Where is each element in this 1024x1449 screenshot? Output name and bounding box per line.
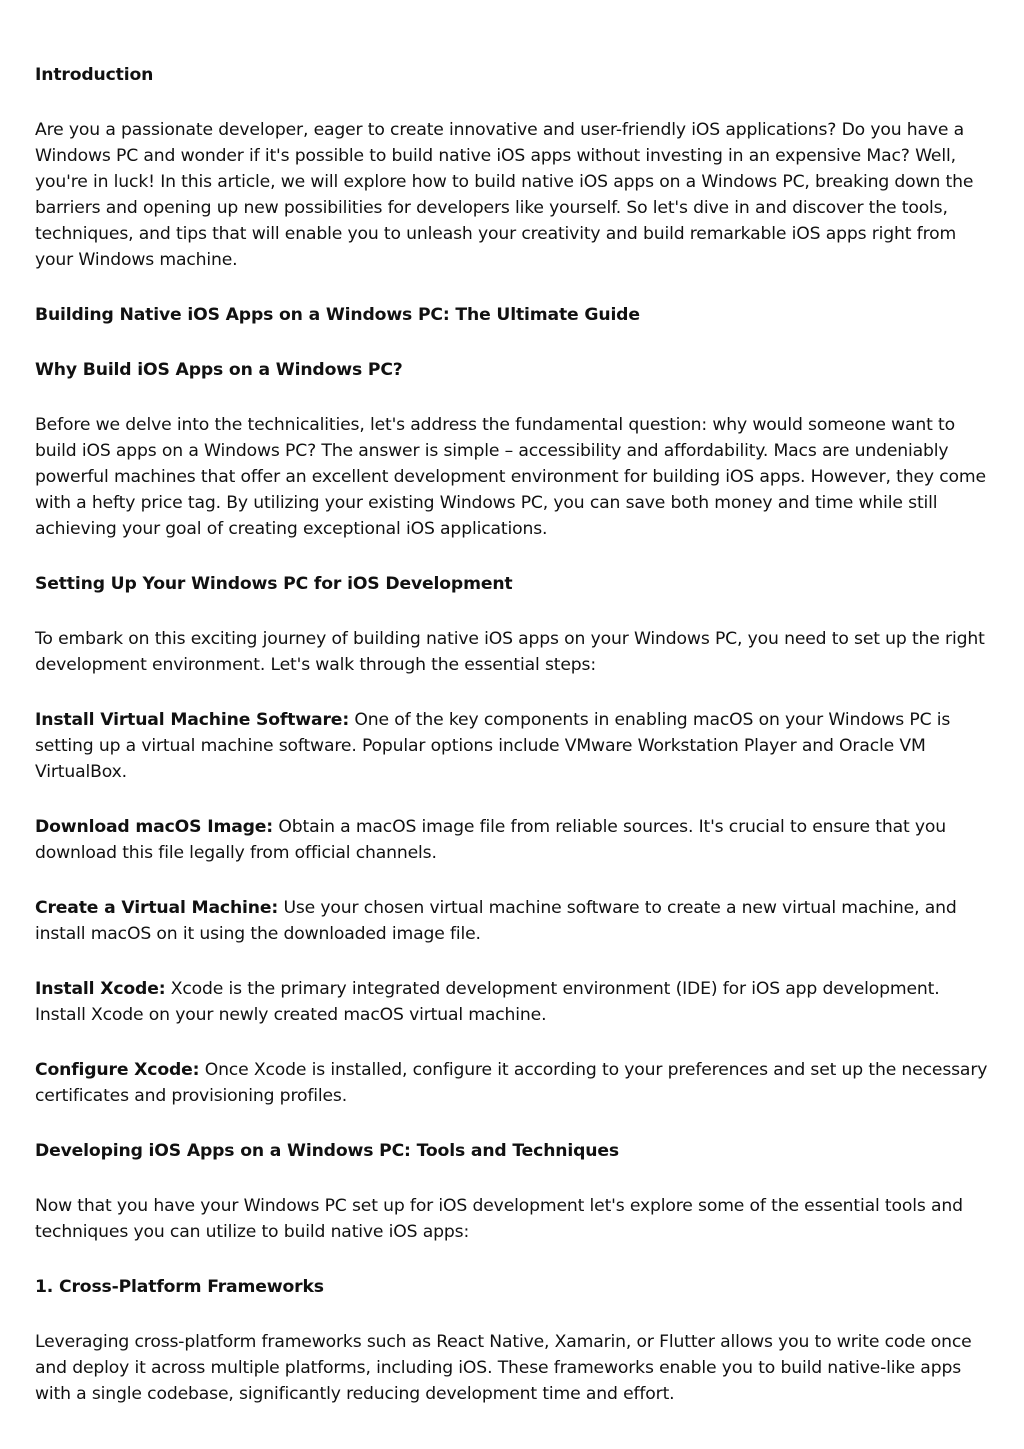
step-term: Configure Xcode:: [35, 1060, 200, 1080]
setup-paragraph: To embark on this exciting journey of building native iOS apps on your Windows PC, you need to set up the right development environment. Let's walk through the essential steps:: [35, 629, 985, 675]
step-text: Obtain a macOS image file from reliable sources. It's crucial to ensure that you download this file legally from official channels.: [35, 817, 946, 863]
intro-heading: Introduction: [35, 65, 154, 85]
guide-heading: Building Native iOS Apps on a Windows PC: The Ultimate Guide: [35, 305, 640, 325]
why-paragraph: Before we delve into the technicalities, let's address the fundamental question: why would someone want to build iOS apps on a Windows PC? The answer is simple – accessibility and affordability. Macs are undeniably powerful machines that offer an excellent development environment for building iOS apps. However, they come with a hefty price tag. By utilizing your existing Windows PC, you can save both money and time while still achieving your goal of creating exceptional iOS applications.: [35, 415, 986, 539]
developing-heading: Developing iOS Apps on a Windows PC: Tools and Techniques: [35, 1141, 619, 1161]
step-term: Install Xcode:: [35, 979, 166, 999]
intro-paragraph: Are you a passionate developer, eager to create innovative and user-friendly iOS applications? Do you have a Windows PC and wonder if it's possible to build native iOS apps without investing in an expensive Mac? Well, you're in luck! In this article, we will explore how to build native iOS apps on a Windows PC, breaking down the barriers and opening up new possibilities for developers like yourself. So let's dive in and discover the tools, techniques, and tips that will enable you to unleash your creativity and build remarkable iOS apps right from your Windows machine.: [35, 120, 974, 270]
step-install-vm: [35, 707, 995, 785]
step-text: One of the key components in enabling macOS on your Windows PC is setting up a virtual machine software. Popular options include VMware Workstation Player and Oracle VM VirtualBox.: [35, 710, 951, 782]
step-text: Once Xcode is installed, configure it according to your preferences and set up the necessary certificates and provisioning profiles.: [35, 1060, 988, 1106]
developing-paragraph: Now that you have your Windows PC set up for iOS development let's explore some of the essential tools and techniques you can utilize to build native iOS apps:: [35, 1196, 963, 1242]
step-download-image: [35, 814, 995, 866]
document-page: [35, 62, 995, 1436]
step-term: Create a Virtual Machine:: [35, 898, 279, 918]
why-heading: Why Build iOS Apps on a Windows PC?: [35, 360, 403, 380]
frameworks-heading: 1. Cross-Platform Frameworks: [35, 1277, 324, 1297]
frameworks-paragraph: Leveraging cross-platform frameworks such as React Native, Xamarin, or Flutter allows you to write code once and deploy it across multiple platforms, including iOS. These frameworks enable you to build native-like apps with a single codebase, significantly reducing development time and effort.: [35, 1332, 972, 1404]
setup-heading: Setting Up Your Windows PC for iOS Development: [35, 574, 513, 594]
step-text: Xcode is the primary integrated development environment (IDE) for iOS app development. Install Xcode on your newly created macOS virtual machine.: [35, 979, 940, 1025]
step-configure-xcode: [35, 1057, 995, 1109]
step-install-xcode: [35, 976, 995, 1028]
step-create-vm: [35, 895, 995, 947]
step-term: Install Virtual Machine Software:: [35, 710, 350, 730]
step-term: Download macOS Image:: [35, 817, 274, 837]
step-text: Use your chosen virtual machine software to create a new virtual machine, and install macOS on it using the downloaded image file.: [35, 898, 957, 944]
